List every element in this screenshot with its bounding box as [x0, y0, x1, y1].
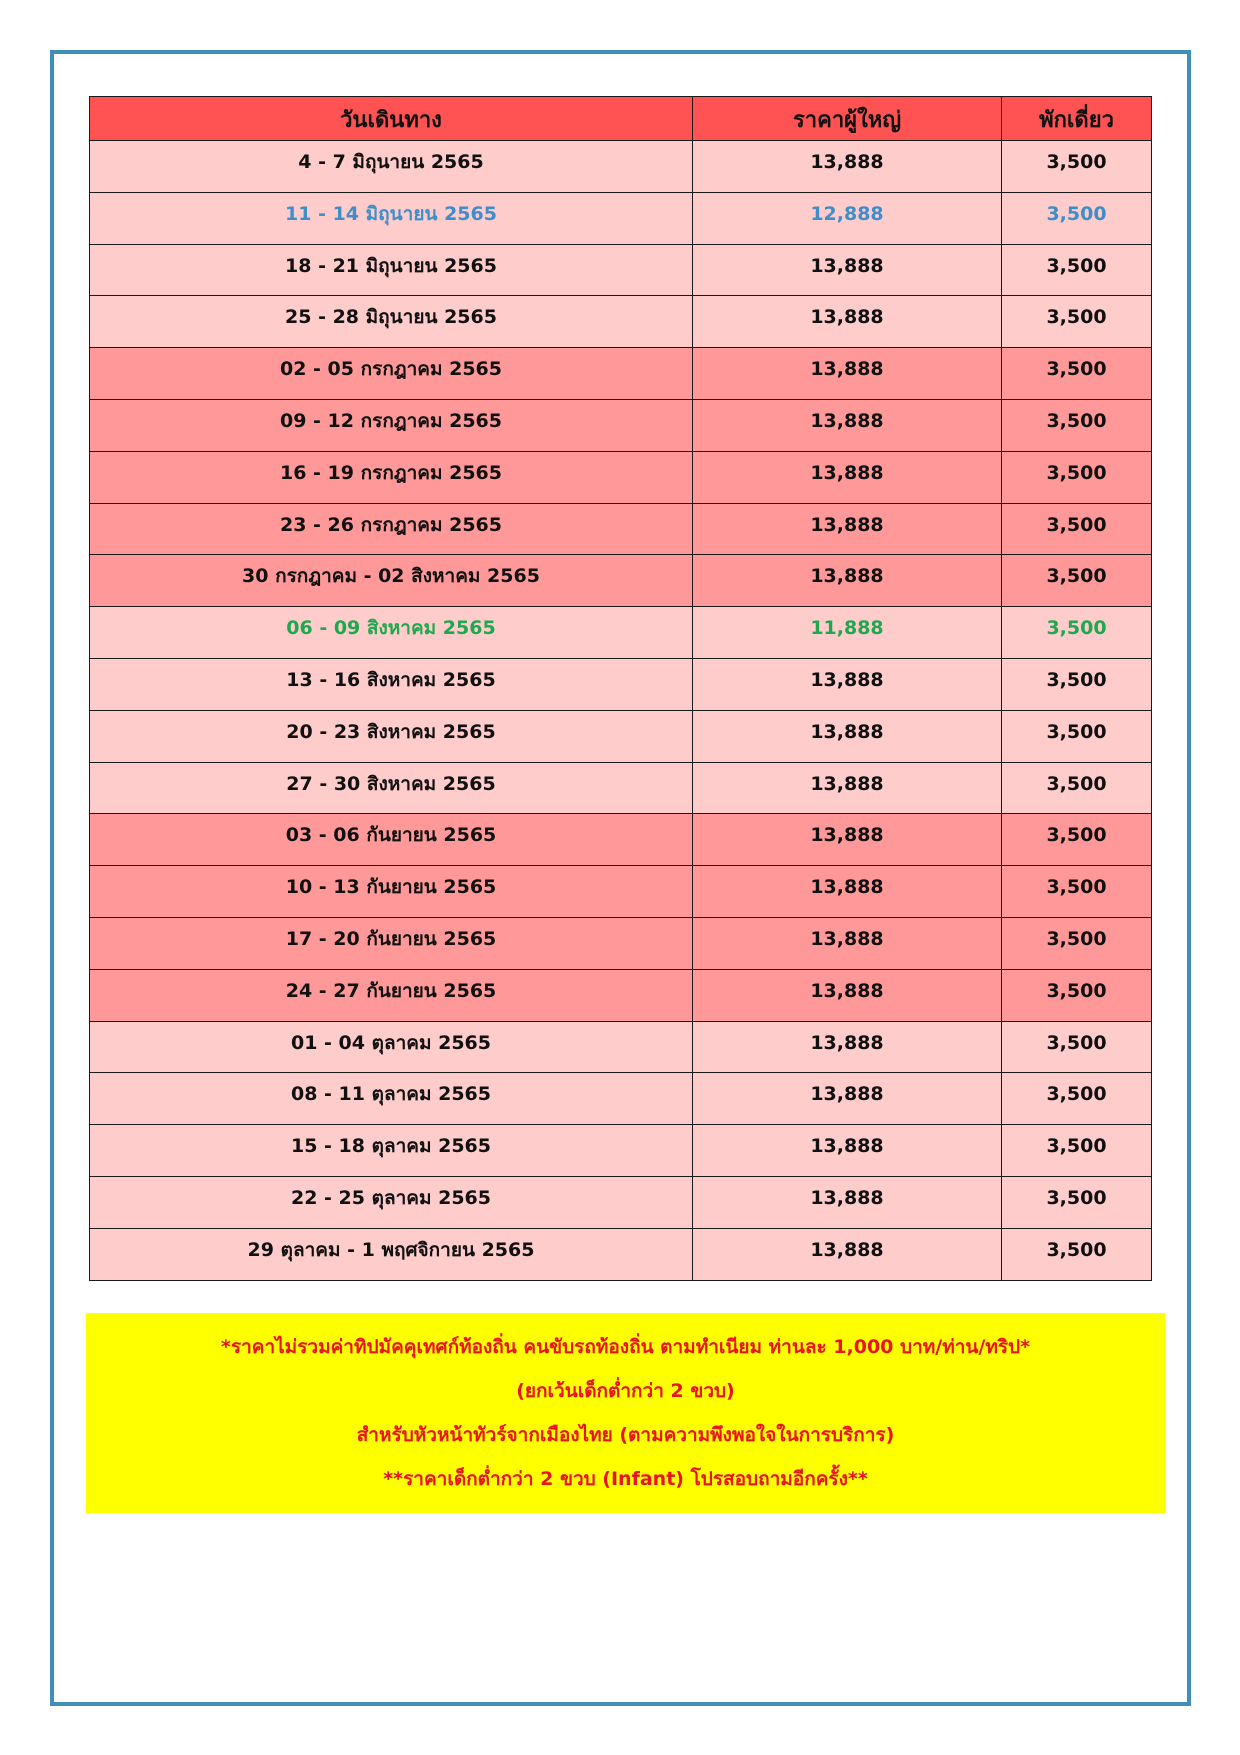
- table-row: [90, 917, 1152, 969]
- table-row: [90, 1073, 1152, 1125]
- table-row: [90, 1021, 1152, 1073]
- table-header-row: [90, 97, 1152, 141]
- table-row: [90, 762, 1152, 814]
- departure-date-cell: 25 - 28 มิถุนายน 2565: [90, 296, 693, 348]
- table-row: [90, 1228, 1152, 1280]
- table-row: [90, 192, 1152, 244]
- table-row: [90, 969, 1152, 1021]
- departure-date-cell: 10 - 13 กันยายน 2565: [90, 866, 693, 918]
- single-supplement-cell: 3,500: [1002, 555, 1152, 607]
- note-infant-price: **ราคาเด็กต่ำกว่า 2 ขวบ (Infant) โปรสอบถามอีกครั้ง**: [383, 1468, 868, 1490]
- departure-date-cell: 08 - 11 ตุลาคม 2565: [90, 1073, 693, 1125]
- single-supplement-cell: 3,500: [1002, 658, 1152, 710]
- departure-date-cell: 13 - 16 สิงหาคม 2565: [90, 658, 693, 710]
- single-supplement-cell: 3,500: [1002, 710, 1152, 762]
- departure-date-cell: 20 - 23 สิงหาคม 2565: [90, 710, 693, 762]
- departure-date-cell: 02 - 05 กรกฎาคม 2565: [90, 348, 693, 400]
- table-row: [90, 866, 1152, 918]
- adult-price-cell: 12,888: [693, 192, 1002, 244]
- adult-price-cell: 13,888: [693, 969, 1002, 1021]
- adult-price-cell: 13,888: [693, 814, 1002, 866]
- single-supplement-cell: 3,500: [1002, 348, 1152, 400]
- adult-price-cell: 11,888: [693, 607, 1002, 659]
- single-supplement-cell: 3,500: [1002, 296, 1152, 348]
- single-supplement-cell: 3,500: [1002, 1228, 1152, 1280]
- single-supplement-cell: 3,500: [1002, 1073, 1152, 1125]
- departure-date-cell: 17 - 20 กันยายน 2565: [90, 917, 693, 969]
- departure-date-cell: 03 - 06 กันยายน 2565: [90, 814, 693, 866]
- header-departure-date: วันเดินทาง: [90, 97, 693, 141]
- table-row: [90, 451, 1152, 503]
- adult-price-cell: 13,888: [693, 1125, 1002, 1177]
- departure-date-cell: 16 - 19 กรกฎาคม 2565: [90, 451, 693, 503]
- single-supplement-cell: 3,500: [1002, 1125, 1152, 1177]
- departure-date-cell: 22 - 25 ตุลาคม 2565: [90, 1176, 693, 1228]
- single-supplement-cell: 3,500: [1002, 969, 1152, 1021]
- adult-price-cell: 13,888: [693, 348, 1002, 400]
- table-row: [90, 555, 1152, 607]
- single-supplement-cell: 3,500: [1002, 917, 1152, 969]
- adult-price-cell: 13,888: [693, 710, 1002, 762]
- adult-price-cell: 13,888: [693, 762, 1002, 814]
- adult-price-cell: 13,888: [693, 917, 1002, 969]
- adult-price-cell: 13,888: [693, 866, 1002, 918]
- departure-date-cell: 27 - 30 สิงหาคม 2565: [90, 762, 693, 814]
- departure-date-cell: 15 - 18 ตุลาคม 2565: [90, 1125, 693, 1177]
- single-supplement-cell: 3,500: [1002, 866, 1152, 918]
- departure-date-cell: 29 ตุลาคม - 1 พฤศจิกายน 2565: [90, 1228, 693, 1280]
- adult-price-cell: 13,888: [693, 1176, 1002, 1228]
- departure-date-cell: 23 - 26 กรกฎาคม 2565: [90, 503, 693, 555]
- adult-price-cell: 13,888: [693, 296, 1002, 348]
- departure-price-table: [89, 96, 1152, 1281]
- table-row: [90, 607, 1152, 659]
- table-row: [90, 296, 1152, 348]
- adult-price-cell: 13,888: [693, 244, 1002, 296]
- departure-date-cell: 4 - 7 มิถุนายน 2565: [90, 141, 693, 193]
- adult-price-cell: 13,888: [693, 451, 1002, 503]
- single-supplement-cell: 3,500: [1002, 607, 1152, 659]
- single-supplement-cell: 3,500: [1002, 451, 1152, 503]
- single-supplement-cell: 3,500: [1002, 1176, 1152, 1228]
- departure-date-cell: 30 กรกฎาคม - 02 สิงหาคม 2565: [90, 555, 693, 607]
- table-row: [90, 658, 1152, 710]
- departure-date-cell: 24 - 27 กันยายน 2565: [90, 969, 693, 1021]
- single-supplement-cell: 3,500: [1002, 814, 1152, 866]
- conditions-note-box: [86, 1313, 1165, 1513]
- adult-price-cell: 13,888: [693, 399, 1002, 451]
- table-row: [90, 503, 1152, 555]
- note-tip-fee: *ราคาไม่รวมค่าทิปมัคคุเทศก์ท้องถิ่น คนขับรถท้องถิ่น ตามทำเนียม ท่านละ 1,000 บาท/ท่าน/ทริป*: [220, 1336, 1031, 1358]
- adult-price-cell: 13,888: [693, 555, 1002, 607]
- note-infant-exception: (ยกเว้นเด็กต่ำกว่า 2 ขวบ): [516, 1380, 735, 1402]
- single-supplement-cell: 3,500: [1002, 141, 1152, 193]
- adult-price-cell: 13,888: [693, 1073, 1002, 1125]
- adult-price-cell: 13,888: [693, 1228, 1002, 1280]
- adult-price-cell: 13,888: [693, 1021, 1002, 1073]
- table-row: [90, 1125, 1152, 1177]
- single-supplement-cell: 3,500: [1002, 244, 1152, 296]
- note-tour-leader: สำหรับหัวหน้าทัวร์จากเมืองไทย (ตามความพึงพอใจในการบริการ): [356, 1424, 895, 1446]
- adult-price-cell: 13,888: [693, 503, 1002, 555]
- table-row: [90, 814, 1152, 866]
- header-adult-price: ราคาผู้ใหญ่: [693, 97, 1002, 141]
- single-supplement-cell: 3,500: [1002, 1021, 1152, 1073]
- departure-date-cell: 09 - 12 กรกฎาคม 2565: [90, 399, 693, 451]
- table-row: [90, 1176, 1152, 1228]
- header-single-supplement: พักเดี่ยว: [1002, 97, 1152, 141]
- price-table-body: [90, 141, 1152, 1281]
- departure-date-cell: 18 - 21 มิถุนายน 2565: [90, 244, 693, 296]
- departure-date-cell: 06 - 09 สิงหาคม 2565: [90, 607, 693, 659]
- table-row: [90, 244, 1152, 296]
- single-supplement-cell: 3,500: [1002, 503, 1152, 555]
- departure-date-cell: 01 - 04 ตุลาคม 2565: [90, 1021, 693, 1073]
- table-row: [90, 141, 1152, 193]
- single-supplement-cell: 3,500: [1002, 762, 1152, 814]
- table-row: [90, 399, 1152, 451]
- adult-price-cell: 13,888: [693, 658, 1002, 710]
- adult-price-cell: 13,888: [693, 141, 1002, 193]
- departure-date-cell: 11 - 14 มิถุนายน 2565: [90, 192, 693, 244]
- table-row: [90, 348, 1152, 400]
- single-supplement-cell: 3,500: [1002, 192, 1152, 244]
- single-supplement-cell: 3,500: [1002, 399, 1152, 451]
- table-row: [90, 710, 1152, 762]
